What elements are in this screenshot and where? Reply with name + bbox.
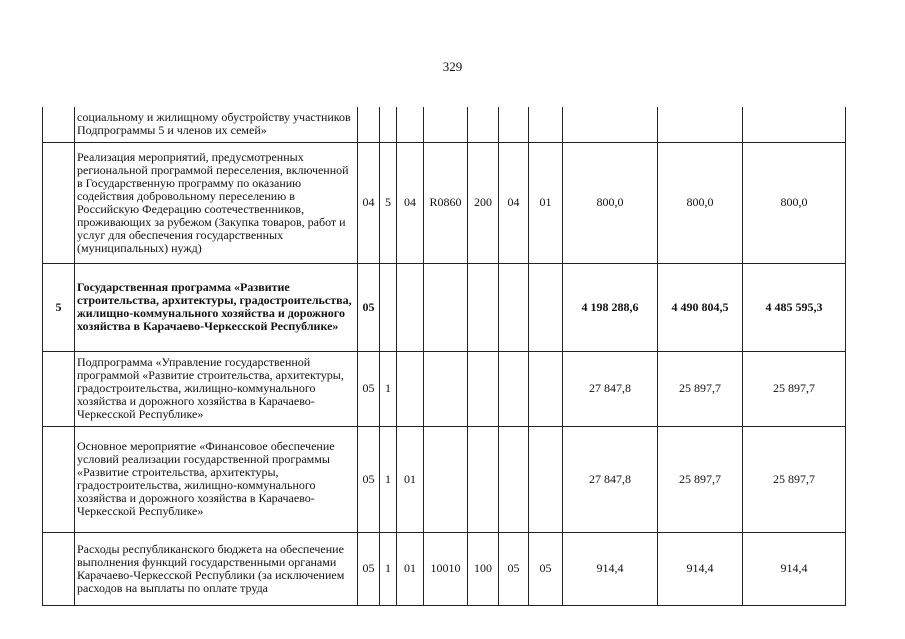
- code-cell: [424, 351, 468, 426]
- amount-cell: 25 897,7: [743, 426, 846, 532]
- code-cell: [529, 351, 563, 426]
- row-description: Расходы республиканского бюджета на обеспечение выполнения функций государственными органами Карачаево-Черкесской Республики (за исключением расходов на выплаты по оплате труда: [75, 532, 358, 605]
- amount-cell: 25 897,7: [658, 426, 743, 532]
- amount-cell: [563, 107, 658, 142]
- code-cell: [468, 263, 499, 351]
- amount-cell: 800,0: [743, 142, 846, 263]
- code-cell: [499, 107, 529, 142]
- table-row: [43, 426, 846, 532]
- code-cell: 05: [358, 532, 380, 605]
- code-cell: 1: [380, 351, 397, 426]
- code-cell: 5: [380, 142, 397, 263]
- code-cell: [380, 107, 397, 142]
- code-cell: [397, 107, 424, 142]
- row-number: [43, 107, 75, 142]
- code-cell: 04: [499, 142, 529, 263]
- amount-cell: 25 897,7: [743, 351, 846, 426]
- row-number: [43, 142, 75, 263]
- row-description: Подпрограмма «Управление государственной программой «Развитие строительства, архитектуры, градостроительства, жилищно-коммунального хозяйства и дорожного хозяйства в Карачаево-Черкесской Республике»: [75, 351, 358, 426]
- code-cell: [424, 263, 468, 351]
- table-row: [43, 107, 846, 142]
- amount-cell: [743, 107, 846, 142]
- amount-cell: 800,0: [563, 142, 658, 263]
- amount-cell: 27 847,8: [563, 351, 658, 426]
- row-description: Основное мероприятие «Финансовое обеспечение условий реализации государственной программы «Развитие строительства, архитектуры, градостроительства, жилищно-коммунального хозяйства и дорожного хозяйства в Карачаево-Черкесской Республике»: [75, 426, 358, 532]
- amount-cell: 800,0: [658, 142, 743, 263]
- code-cell: 05: [499, 532, 529, 605]
- code-cell: 04: [397, 142, 424, 263]
- code-cell: [499, 426, 529, 532]
- amount-cell: 4 198 288,6: [563, 263, 658, 351]
- code-cell: [529, 107, 563, 142]
- amount-cell: 27 847,8: [563, 426, 658, 532]
- code-cell: [424, 426, 468, 532]
- amount-cell: 914,4: [658, 532, 743, 605]
- code-cell: [468, 107, 499, 142]
- row-description: Государственная программа «Развитие строительства, архитектуры, градостроительства, жилищно-коммунального хозяйства и дорожного хозяйства в Карачаево-Черкесской Республике»: [75, 263, 358, 351]
- table-row: [43, 142, 846, 263]
- row-number: [43, 426, 75, 532]
- code-cell: [529, 263, 563, 351]
- code-cell: [358, 107, 380, 142]
- code-cell: [499, 263, 529, 351]
- table-row: [43, 532, 846, 605]
- code-cell: [499, 351, 529, 426]
- budget-table: [42, 107, 846, 606]
- amount-cell: [658, 107, 743, 142]
- code-cell: 100: [468, 532, 499, 605]
- code-cell: 01: [529, 142, 563, 263]
- row-number: [43, 532, 75, 605]
- page-number: 329: [442, 59, 463, 74]
- table-row: [43, 263, 846, 351]
- amount-cell: 914,4: [563, 532, 658, 605]
- amount-cell: 25 897,7: [658, 351, 743, 426]
- code-cell: R0860: [424, 142, 468, 263]
- code-cell: 01: [397, 426, 424, 532]
- amount-cell: 914,4: [743, 532, 846, 605]
- code-cell: 05: [358, 426, 380, 532]
- code-cell: [397, 351, 424, 426]
- code-cell: [468, 426, 499, 532]
- code-cell: 04: [358, 142, 380, 263]
- code-cell: [529, 426, 563, 532]
- code-cell: 1: [380, 532, 397, 605]
- row-description: социальному и жилищному обустройству участников Подпрограммы 5 и членов их семей»: [75, 107, 358, 142]
- code-cell: 05: [358, 351, 380, 426]
- code-cell: 200: [468, 142, 499, 263]
- amount-cell: 4 490 804,5: [658, 263, 743, 351]
- code-cell: [424, 107, 468, 142]
- code-cell: 01: [397, 532, 424, 605]
- code-cell: 05: [529, 532, 563, 605]
- code-cell: 1: [380, 426, 397, 532]
- row-description: Реализация мероприятий, предусмотренных региональной программой переселения, включенной в Государственную программу по оказанию содействия добровольному переселению в Российскую Федерацию соотечественников, проживающих за рубежом (Закупка товаров, работ и услуг для обеспечения государственных (муниципальных) нужд): [75, 142, 358, 263]
- row-number: [43, 351, 75, 426]
- table-row: [43, 351, 846, 426]
- code-cell: [468, 351, 499, 426]
- code-cell: 05: [358, 263, 380, 351]
- amount-cell: 4 485 595,3: [743, 263, 846, 351]
- row-number: 5: [43, 263, 75, 351]
- code-cell: [380, 263, 397, 351]
- code-cell: [397, 263, 424, 351]
- code-cell: 10010: [424, 532, 468, 605]
